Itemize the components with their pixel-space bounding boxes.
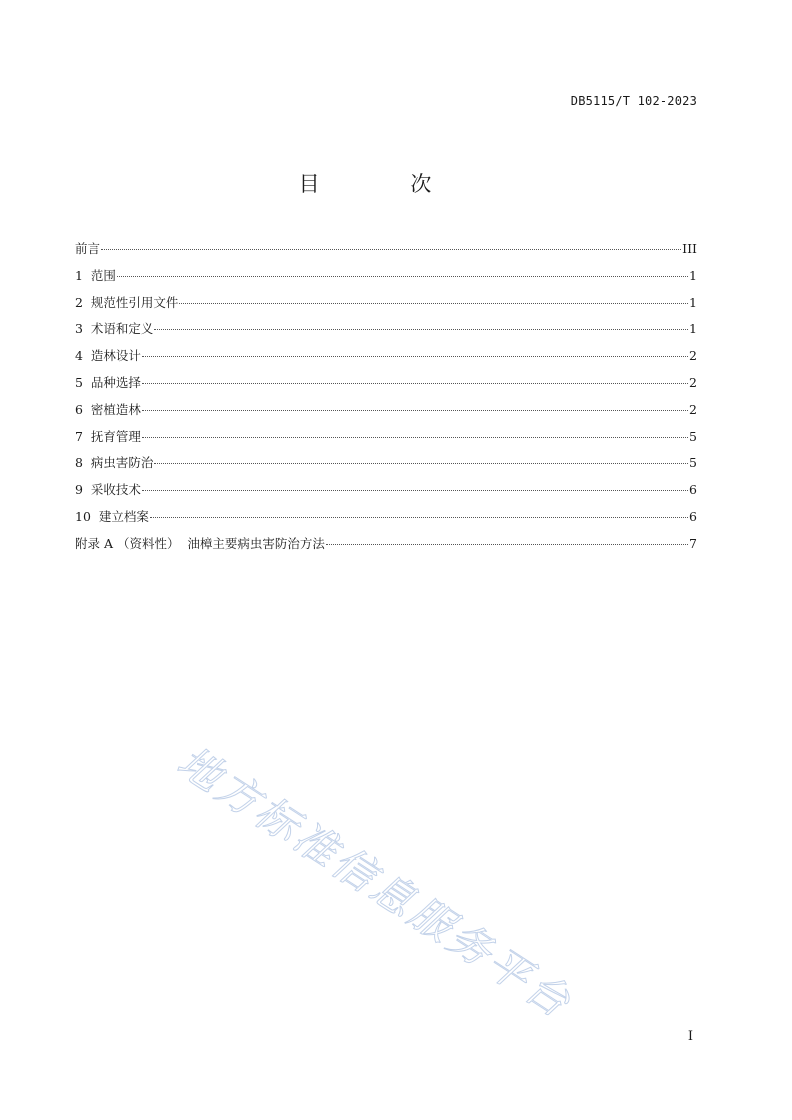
toc-entry[interactable] <box>75 507 697 534</box>
toc-entry-page: 1 <box>689 294 697 310</box>
toc-entry[interactable] <box>75 293 697 320</box>
toc-entry[interactable] <box>75 453 697 480</box>
toc-dot-leader <box>117 276 688 277</box>
toc-entry[interactable] <box>75 373 697 400</box>
toc-entry-page: 6 <box>689 482 697 498</box>
toc-entry-page: 1 <box>689 267 697 283</box>
toc-entry-page: 2 <box>689 348 697 364</box>
toc-entry[interactable] <box>75 534 697 561</box>
toc-entry-label: 1 范围 <box>75 267 116 283</box>
toc-entry-label: 前言 <box>75 241 101 256</box>
toc-entry-label: 6 密植造林 <box>75 401 141 417</box>
toc-dot-leader <box>142 437 688 438</box>
toc-dot-leader <box>142 410 688 411</box>
toc-entry-label: 4 造林设计 <box>75 348 141 364</box>
toc-entry-label: 8 病虫害防治 <box>75 455 154 471</box>
toc-dot-leader <box>326 544 688 545</box>
toc-dot-leader <box>154 329 688 330</box>
toc-entry-label: 2 规范性引用文件 <box>75 294 179 310</box>
toc-entry[interactable] <box>75 400 697 427</box>
watermark: 地方标准信息服务平台 <box>168 736 582 1029</box>
toc-entry[interactable] <box>75 346 697 373</box>
toc-entry-page: 2 <box>689 374 697 390</box>
toc-entry-label: 7 抚育管理 <box>75 428 141 444</box>
toc-entry[interactable] <box>75 239 697 266</box>
toc-dot-leader <box>101 249 681 250</box>
toc-dot-leader <box>154 463 688 464</box>
toc-dot-leader <box>142 356 688 357</box>
toc-entry-page: 1 <box>689 321 697 337</box>
toc-entry-page: 5 <box>689 428 697 444</box>
toc-entry-page: III <box>682 241 697 256</box>
toc-dot-leader <box>142 383 688 384</box>
toc-entry[interactable] <box>75 319 697 346</box>
toc-entry[interactable] <box>75 427 697 454</box>
toc-dot-leader <box>142 490 688 491</box>
toc-entry[interactable] <box>75 480 697 507</box>
document-code: DB5115/T 102-2023 <box>570 94 697 108</box>
table-of-contents <box>75 239 697 561</box>
toc-entry-page: 2 <box>689 401 697 417</box>
page-number: I <box>687 1029 693 1044</box>
toc-entry-label: 附录 A （资料性） 油樟主要病虫害防治方法 <box>75 535 325 551</box>
toc-entry-page: 6 <box>689 508 697 524</box>
toc-dot-leader <box>179 303 688 304</box>
toc-dot-leader <box>150 517 688 518</box>
toc-entry-page: 5 <box>689 455 697 471</box>
toc-entry[interactable] <box>75 266 697 293</box>
toc-title: 目 次 <box>298 172 474 196</box>
toc-entry-label: 3 术语和定义 <box>75 321 154 337</box>
toc-entry-page: 7 <box>689 535 697 551</box>
toc-entry-label: 10 建立档案 <box>75 508 149 524</box>
toc-entry-label: 9 采收技术 <box>75 482 141 498</box>
toc-entry-label: 5 品种选择 <box>75 374 141 390</box>
